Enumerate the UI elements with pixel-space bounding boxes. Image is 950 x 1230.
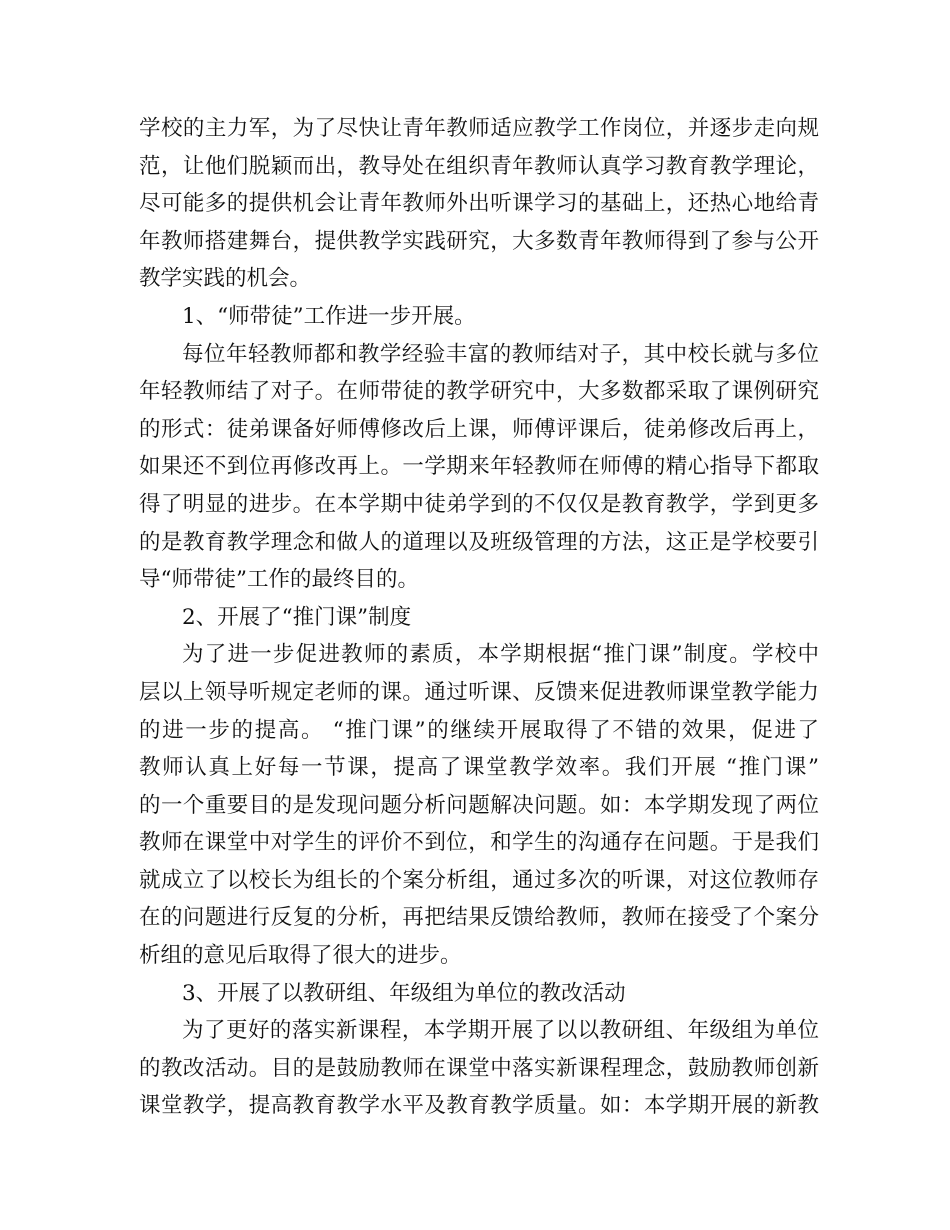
section-heading-2: 2、开展了“推门课”制度 (182, 604, 412, 630)
text-line: 教学实践的机会。 (139, 266, 312, 292)
text-line: 课堂教学，提高教育教学水平及教育教学质量。如：本学期开展的新教 (139, 1093, 819, 1119)
text-line: 范，让他们脱颖而出，教导处在组织青年教师认真学习教育教学理论， (139, 153, 819, 179)
text-line: 学校的主力军，为了尽快让青年教师适应教学工作岗位，并逐步走向规 (139, 116, 819, 141)
paragraph-intro-continued (139, 110, 819, 298)
text-line: 每位年轻教师都和教学经验丰富的教师结对子，其中校长就与多位 (182, 341, 819, 367)
text-line: 的进一步的提高。 “推门课”的继续开展取得了不错的效果，促进了 (139, 717, 819, 743)
text-line: 为了进一步促进教师的素质，本学期根据“推门课”制度。学校中 (182, 642, 819, 668)
text-line: 如果还不到位再修改再上。一学期来年轻教师在师傅的精心指导下都取 (139, 454, 819, 480)
text-line: 尽可能多的提供机会让青年教师外出听课学习的基础上，还热心地给青 (139, 191, 819, 217)
document-body (139, 110, 819, 1125)
paragraph-mentoring (139, 336, 819, 599)
text-line: 教师在课堂中对学生的评价不到位，和学生的沟通存在问题。于是我们 (139, 830, 819, 856)
text-line: 层以上领导听规定老师的课。通过听课、反馈来促进教师课堂教学能力 (139, 679, 819, 705)
text-line: 年教师搭建舞台，提供教学实践研究，大多数青年教师得到了参与公开 (139, 228, 819, 254)
text-line: 的形式：徒弟课备好师傅修改后上课，师傅评课后，徒弟修改后再上， (139, 416, 819, 442)
text-line: 得了明显的进步。在本学期中徒弟学到的不仅仅是教育教学，学到更多 (139, 491, 819, 517)
text-line: 教师认真上好每一节课，提高了课堂教学效率。我们开展 “推门课” (139, 755, 819, 781)
text-line: 析组的意见后取得了很大的进步。 (139, 943, 462, 969)
paragraph-open-class (139, 636, 819, 974)
text-line: 年轻教师结了对子。在师带徒的教学研究中，大多数都采取了课例研究 (139, 379, 819, 405)
text-line: 在的问题进行反复的分析，再把结果反馈给教师，教师在接受了个案分 (139, 905, 819, 931)
text-line: 就成立了以校长为组长的个案分析组，通过多次的听课，对这位教师存 (139, 867, 819, 893)
section-heading-1: 1、“师带徒”工作进一步开展。 (182, 303, 476, 329)
text-line: 导“师带徒”工作的最终目的。 (139, 567, 419, 593)
text-line: 的是教育教学理念和做人的道理以及班级管理的方法，这正是学校要引 (139, 529, 819, 555)
section-heading-3: 3、开展了以教研组、年级组为单位的教改活动 (182, 980, 626, 1006)
paragraph-reform (139, 1012, 819, 1125)
text-line: 为了更好的落实新课程，本学期开展了以以教研组、年级组为单位 (182, 1018, 819, 1044)
text-line: 的教改活动。目的是鼓励教师在课堂中落实新课程理念，鼓励教师创新 (139, 1055, 819, 1081)
text-line: 的一个重要目的是发现问题分析问题解决问题。如：本学期发现了两位 (139, 792, 819, 818)
